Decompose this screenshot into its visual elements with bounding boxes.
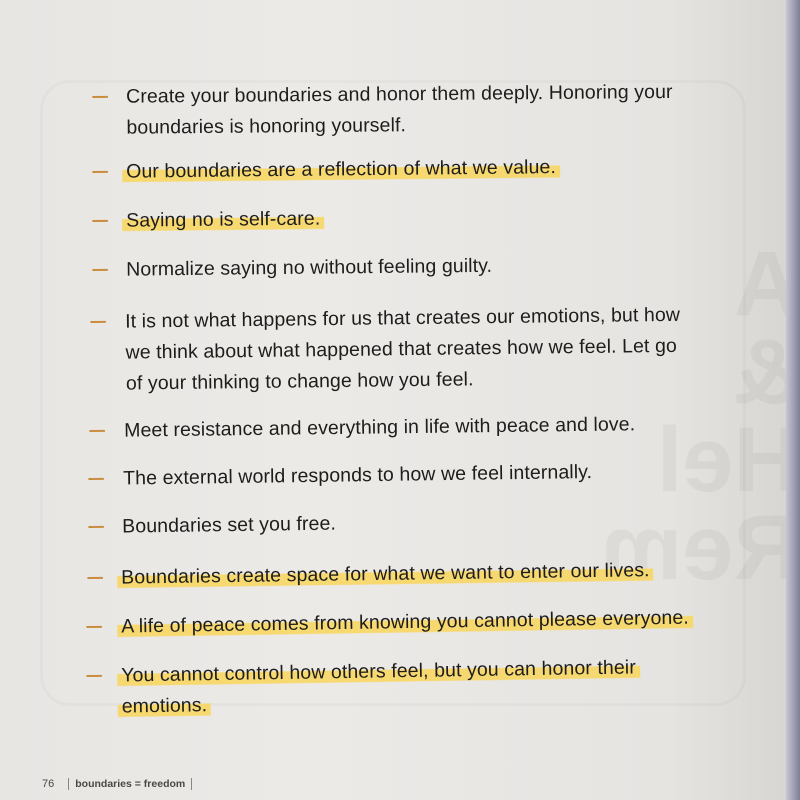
- list-item: [0, 248, 760, 281]
- bullet-dash: [88, 526, 104, 528]
- text-line: we think about what happened that creates how we feel. Let go: [125, 334, 678, 364]
- text-line: It is not what happens for us that creates our emotions, but how: [125, 303, 681, 333]
- highlighted-line: Saying no is self-care.: [122, 208, 324, 232]
- bullet-dash: [90, 321, 106, 323]
- bullet-dash: [92, 220, 108, 222]
- reminder-text: [126, 251, 492, 286]
- reminder-text: [124, 409, 635, 446]
- reminder-text: [121, 652, 637, 722]
- text-line: of your thinking to change how you feel.: [125, 368, 474, 395]
- reminder-text: [122, 509, 336, 543]
- page-number: 76: [42, 778, 55, 790]
- bullet-dash: [89, 430, 105, 432]
- bullet-dash: [92, 269, 108, 271]
- list-item: [0, 150, 760, 183]
- text-line: Normalize saying no without feeling guilty.: [126, 254, 493, 281]
- reminder-text: [125, 300, 681, 400]
- reminder-text: [123, 457, 592, 495]
- reminder-text: [126, 204, 320, 237]
- list-item: [0, 650, 760, 718]
- list-item: [0, 408, 760, 442]
- footer-divider: [191, 778, 192, 790]
- bleed-through-decoration: A & Hel Rem: [600, 233, 800, 599]
- reminder-text: [121, 555, 650, 593]
- list-item: [0, 76, 760, 139]
- text-line: Create your boundaries and honor them deeply. Honoring your: [126, 80, 673, 108]
- highlighted-line: Our boundaries are a reflection of what we value.: [122, 156, 560, 183]
- bullet-dash: [88, 478, 104, 480]
- list-item: [0, 455, 760, 490]
- highlighted-line: A life of peace comes from knowing you cannot please everyone.: [117, 607, 693, 638]
- running-title: boundaries = freedom: [75, 778, 186, 790]
- text-line: Meet resistance and everything in life with peace and love.: [124, 413, 636, 442]
- highlighted-line: You cannot control how others feel, but you can honor their: [117, 656, 640, 686]
- list-item: [0, 554, 760, 589]
- bullet-dash: [92, 171, 108, 173]
- list-item: [0, 503, 760, 538]
- reminder-text: [126, 77, 673, 144]
- bullet-dash: [86, 675, 102, 677]
- footer-divider: [68, 778, 69, 790]
- list-item: [0, 601, 760, 638]
- page-edge: [786, 0, 800, 800]
- list-item: [0, 199, 760, 232]
- list-item: [0, 299, 760, 395]
- text-line: boundaries is honoring yourself.: [126, 114, 407, 139]
- bullet-dash: [87, 577, 103, 579]
- page-footer: [42, 778, 198, 790]
- reminder-text: [126, 152, 556, 187]
- bullet-dash: [92, 96, 108, 98]
- highlighted-line: emotions.: [118, 694, 212, 717]
- text-line: Boundaries set you free.: [122, 512, 337, 538]
- reminder-text: [121, 603, 689, 643]
- highlighted-line: Boundaries create space for what we want to enter our lives.: [117, 559, 654, 588]
- bullet-dash: [86, 626, 102, 628]
- text-line: The external world responds to how we feel internally.: [123, 460, 593, 490]
